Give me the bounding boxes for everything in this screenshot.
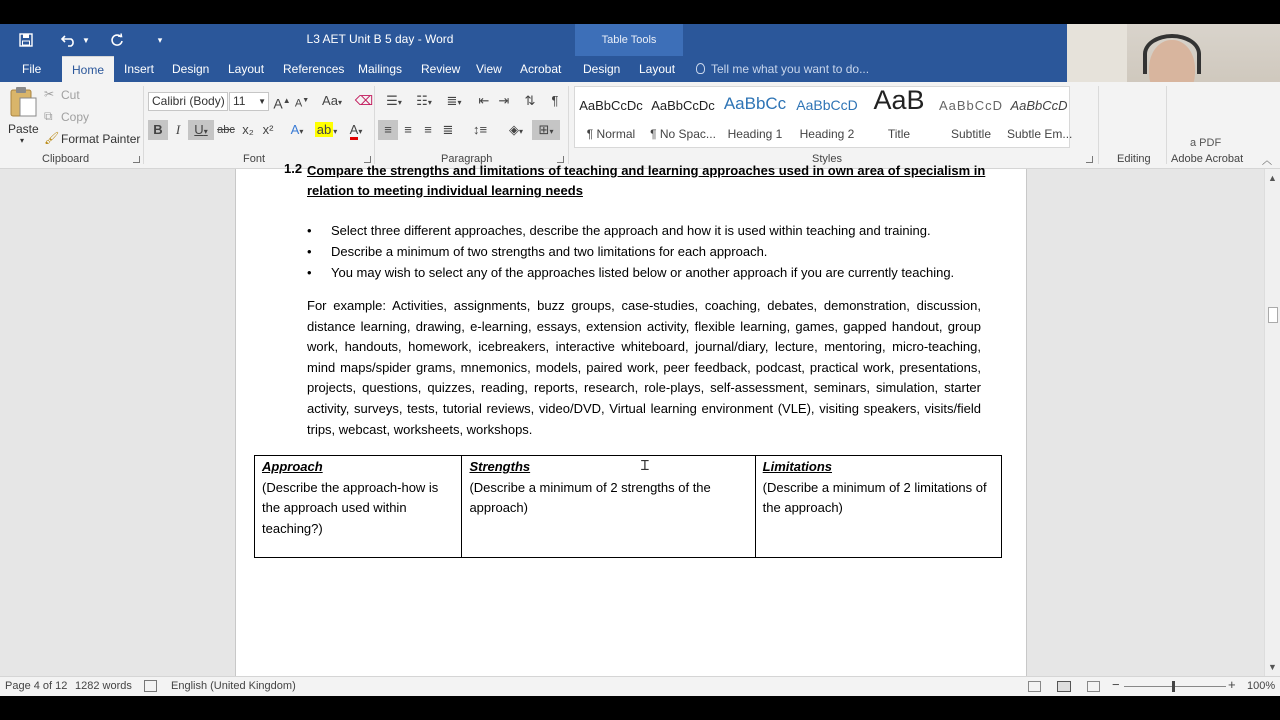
superscript-button[interactable]	[258, 120, 278, 140]
group-divider	[143, 86, 144, 164]
style-heading-1-name: Heading 1	[727, 127, 783, 141]
table-cell-text: (Describe a minimum of 2 limitations of the approach)	[762, 479, 987, 516]
copy-label: Copy	[61, 110, 90, 124]
headset-icon	[1143, 34, 1201, 74]
customize-icon[interactable]: ▾	[157, 34, 163, 45]
tab-layout[interactable]: Layout	[228, 62, 265, 76]
tell-me-text: Tell me what you want to do...	[711, 62, 870, 76]
table-cell-limitations[interactable]	[756, 456, 1001, 557]
style-title-name: Title	[887, 127, 911, 141]
underline-button[interactable]: U▾	[188, 120, 214, 140]
style-heading-1[interactable]	[719, 87, 791, 147]
zoom-level[interactable]: 100%	[1247, 680, 1276, 692]
clipboard-dialog-launcher[interactable]	[133, 156, 140, 163]
grow-font-icon: A	[273, 95, 283, 112]
font-size-value: 11	[233, 94, 246, 108]
read-mode-icon[interactable]	[1028, 681, 1041, 692]
paragraph-group-label: Paragraph	[441, 153, 493, 165]
align-left-icon: ≡	[384, 122, 392, 137]
paste-button[interactable]	[6, 86, 40, 148]
numbered-list-icon: ☷	[416, 93, 428, 108]
sort-button[interactable]	[520, 91, 540, 111]
zoom-slider-thumb[interactable]	[1172, 681, 1175, 692]
highlighter-icon: ab	[316, 122, 332, 137]
shading-button[interactable]: ◈▾	[508, 122, 523, 137]
font-color-icon: A	[350, 122, 359, 140]
styles-gallery	[574, 85, 1073, 148]
text-effects-icon: A	[290, 122, 300, 137]
style-title[interactable]	[863, 87, 935, 147]
style-normal-name: ¶ Normal	[586, 127, 636, 141]
numbering-button[interactable]: ☷▾	[416, 93, 432, 108]
justify-icon: ≣	[442, 122, 454, 137]
vertical-scrollbar[interactable]	[1264, 169, 1280, 676]
paintbrush-icon: 🖌	[44, 131, 60, 145]
copy-button[interactable]	[44, 108, 104, 126]
cut-label: Cut	[61, 88, 80, 102]
document-page[interactable]	[235, 161, 1027, 676]
tab-design[interactable]: Design	[172, 62, 210, 76]
tab-acrobat[interactable]: Acrobat	[520, 62, 562, 76]
borders-icon: ⊞	[538, 122, 550, 137]
collapse-ribbon-icon[interactable]: ︿	[1262, 156, 1272, 167]
group-divider	[1098, 86, 1099, 164]
tab-home[interactable]: Home	[62, 56, 114, 82]
borders-button[interactable]: ⊞▾	[532, 120, 560, 140]
show-formatting-button[interactable]	[545, 91, 565, 111]
tab-table-design[interactable]: Design	[583, 62, 621, 76]
proofing-icon[interactable]	[144, 680, 157, 692]
scrollbar-thumb[interactable]	[1268, 307, 1278, 323]
clipboard-icon	[8, 86, 38, 118]
title-bar	[0, 24, 1067, 56]
style-title-sample: AaB	[873, 85, 925, 115]
font-name-select[interactable]	[148, 92, 228, 111]
undo-dropdown-icon[interactable]: ▼	[82, 35, 90, 45]
tab-file[interactable]: File	[22, 62, 42, 76]
table-header-approach: Approach	[262, 459, 323, 474]
tab-mailings[interactable]: Mailings	[358, 62, 403, 76]
align-center-button[interactable]	[398, 120, 418, 140]
tab-insert[interactable]: Insert	[124, 62, 155, 76]
adobe-acrobat-group[interactable]: Adobe Acrobat	[1171, 153, 1244, 165]
font-size-select[interactable]	[229, 92, 269, 111]
style-subtitle-name: Subtitle	[950, 127, 992, 141]
bullet-list-icon: ☰	[386, 93, 398, 108]
document-canvas	[0, 161, 1264, 676]
group-divider	[1166, 86, 1167, 164]
cut-button[interactable]	[44, 86, 104, 104]
style-subtle-emphasis-name: Subtle Em...	[1007, 127, 1073, 141]
multilevel-list-icon: ≣	[446, 93, 458, 108]
multilevel-list-button[interactable]: ≣▾	[446, 93, 462, 108]
bullet-list	[307, 220, 997, 283]
tab-table-layout[interactable]: Layout	[639, 62, 676, 76]
paste-label: Paste	[8, 122, 39, 136]
decrease-indent-button[interactable]	[474, 91, 494, 111]
style-normal-sample: AaBbCcDc	[579, 98, 643, 113]
bullets-button[interactable]: ☰▾	[386, 93, 402, 108]
zoom-in-icon[interactable]: +	[1228, 677, 1236, 692]
zoom-out-icon[interactable]: −	[1112, 677, 1120, 692]
document-title: L3 AET Unit B 5 day - Word	[306, 32, 454, 46]
scroll-down-icon[interactable]: ▼	[1268, 662, 1277, 672]
paint-bucket-icon: ◈	[508, 122, 519, 137]
style-heading-2-name: Heading 2	[799, 127, 855, 141]
line-spacing-button[interactable]	[466, 120, 494, 140]
style-subtitle-sample: AaBbCcD	[938, 98, 1004, 113]
example-paragraph: For example: Activities, assignments, buzz groups, case-studies, coaching, debates, demonstration, discussion, distance learning, drawing, e-learning, essays, extension activity, flexible learning, games, gapped handout, group work, handouts, homework, icebreakers, interactive whiteboard, journal/diary, lecture, mentoring, micro-teaching, mind maps/spider grams, mnemonics, models, paired work, peer feedback, podcast, practical work, presentations, projects, questions, quizzes, reading, reports, research, role-plays, self-assessment, seminars, simulation, starter activity, surveys, tests, tutorial reviews, video/DVD, Virtual learning environment (VLE), visiting speakers, visits/field trips, webcast, worksheets, workshops.	[307, 298, 981, 437]
tell-me-search[interactable]	[696, 56, 869, 82]
clear-formatting-button[interactable]	[354, 91, 374, 111]
bold-button[interactable]	[148, 120, 168, 140]
line-spacing-icon: ↕≡	[472, 122, 488, 137]
grow-font-button[interactable]: A▲	[273, 95, 291, 112]
screen-border	[0, 696, 1280, 720]
italic-button[interactable]	[168, 120, 188, 140]
list-item: • Select three different approaches, describe the approach and how it is used within teaching and training.	[307, 220, 997, 241]
align-right-icon: ≡	[424, 122, 432, 137]
clipboard-group-label: Clipboard	[42, 153, 90, 165]
style-subtle-emphasis-sample: AaBbCcD	[1010, 98, 1068, 113]
shrink-font-icon: A	[294, 97, 303, 110]
justify-button[interactable]	[438, 120, 458, 140]
zoom-slider[interactable]	[1124, 686, 1226, 687]
style-heading-2-sample: AaBbCcD	[796, 97, 858, 113]
pilcrow-icon: ¶	[551, 93, 559, 108]
align-left-button[interactable]	[378, 120, 398, 140]
copy-icon: ⧉	[44, 109, 53, 123]
superscript-icon: x²	[262, 122, 274, 137]
ribbon	[0, 82, 1280, 169]
table-header-strengths: Strengths	[469, 459, 531, 474]
style-subtle-emphasis[interactable]	[1007, 87, 1071, 147]
highlight-button[interactable]: ab ▾	[316, 122, 338, 137]
subscript-icon: x₂	[242, 122, 254, 137]
style-no-spacing-sample: AaBbCcDc	[651, 98, 715, 113]
strikethrough-icon: abc	[217, 124, 235, 136]
align-center-icon: ≡	[404, 122, 412, 137]
tab-references[interactable]: References	[283, 62, 345, 76]
change-case-button[interactable]: Aa▾	[322, 93, 342, 108]
language-indicator[interactable]: English (United Kingdom)	[171, 680, 296, 692]
decrease-indent-icon: ⇤	[478, 93, 490, 108]
approach-table[interactable]	[254, 455, 1002, 558]
styles-dialog-launcher[interactable]	[1086, 156, 1093, 163]
sort-icon: ⇅	[524, 93, 536, 108]
acrobat-partial-label: a PDF	[1190, 137, 1222, 149]
increase-indent-button[interactable]	[494, 91, 514, 111]
ribbon-tabs	[0, 56, 1067, 82]
group-divider	[374, 86, 375, 164]
tab-view[interactable]: View	[476, 62, 502, 76]
italic-icon: I	[175, 122, 181, 137]
text-cursor-icon: Ɪ	[641, 457, 649, 473]
list-item: • You may wish to select any of the approaches listed below or another approach if you are currently teaching.	[307, 262, 997, 283]
style-normal[interactable]	[575, 87, 647, 147]
word-count[interactable]: 1282 words	[75, 680, 132, 692]
eraser-icon: ⌫	[354, 93, 374, 108]
table-header-limitations: Limitations	[762, 459, 832, 474]
style-subtitle[interactable]	[935, 87, 1007, 147]
style-heading-1-sample: AaBbCc	[723, 94, 787, 113]
styles-group-label: Styles	[812, 153, 842, 165]
tab-review[interactable]: Review	[421, 62, 461, 76]
format-painter-button[interactable]	[44, 130, 140, 148]
page-count[interactable]: Page 4 of 12	[5, 680, 68, 692]
table-cell-text: (Describe a minimum of 2 strengths of the approach)	[469, 479, 711, 516]
scroll-up-icon[interactable]: ▲	[1268, 173, 1277, 183]
status-bar	[0, 676, 1280, 696]
paste-dropdown-icon: ▾	[20, 136, 25, 145]
change-case-icon: Aa	[322, 93, 338, 108]
table-cell-approach[interactable]	[255, 456, 462, 557]
bold-icon: B	[153, 122, 163, 137]
list-item: • Describe a minimum of two strengths and two limitations for each approach.	[307, 241, 997, 262]
strikethrough-button[interactable]	[216, 120, 236, 140]
align-right-button[interactable]	[418, 120, 438, 140]
table-cell-text: (Describe the approach-how is the approach used within teaching?)	[262, 479, 439, 536]
style-no-spacing[interactable]	[647, 87, 719, 147]
format-painter-label: Format Painter	[61, 132, 141, 146]
subscript-button[interactable]	[238, 120, 258, 140]
chevron-down-icon: ▼	[258, 97, 266, 106]
increase-indent-icon: ⇥	[498, 93, 510, 108]
shrink-font-button[interactable]: A▼	[294, 97, 310, 110]
editing-group[interactable]: Editing	[1117, 153, 1151, 165]
table-tools-label: Table Tools	[575, 24, 683, 56]
style-no-spacing-name: ¶ No Spac...	[650, 127, 716, 141]
lightbulb-icon	[696, 63, 705, 74]
section-heading: Compare the strengths and limitations of teaching and learning approaches used in own area of specialism in relation to meeting individual learning needs	[307, 163, 986, 198]
font-group-label: Font	[243, 153, 266, 165]
print-layout-icon[interactable]	[1057, 681, 1071, 692]
style-heading-2[interactable]	[791, 87, 863, 147]
font-name-value: Calibri (Body)	[152, 94, 225, 108]
group-divider	[568, 86, 569, 164]
heading-number: 1.2	[284, 161, 303, 176]
web-layout-icon[interactable]	[1087, 681, 1100, 692]
table-cell-strengths[interactable]	[462, 456, 755, 557]
font-color-button[interactable]: A▾	[342, 120, 370, 140]
underline-icon: U	[194, 122, 204, 137]
text-effects-button[interactable]: A▾	[290, 122, 304, 137]
scissors-icon: ✂	[44, 87, 55, 101]
